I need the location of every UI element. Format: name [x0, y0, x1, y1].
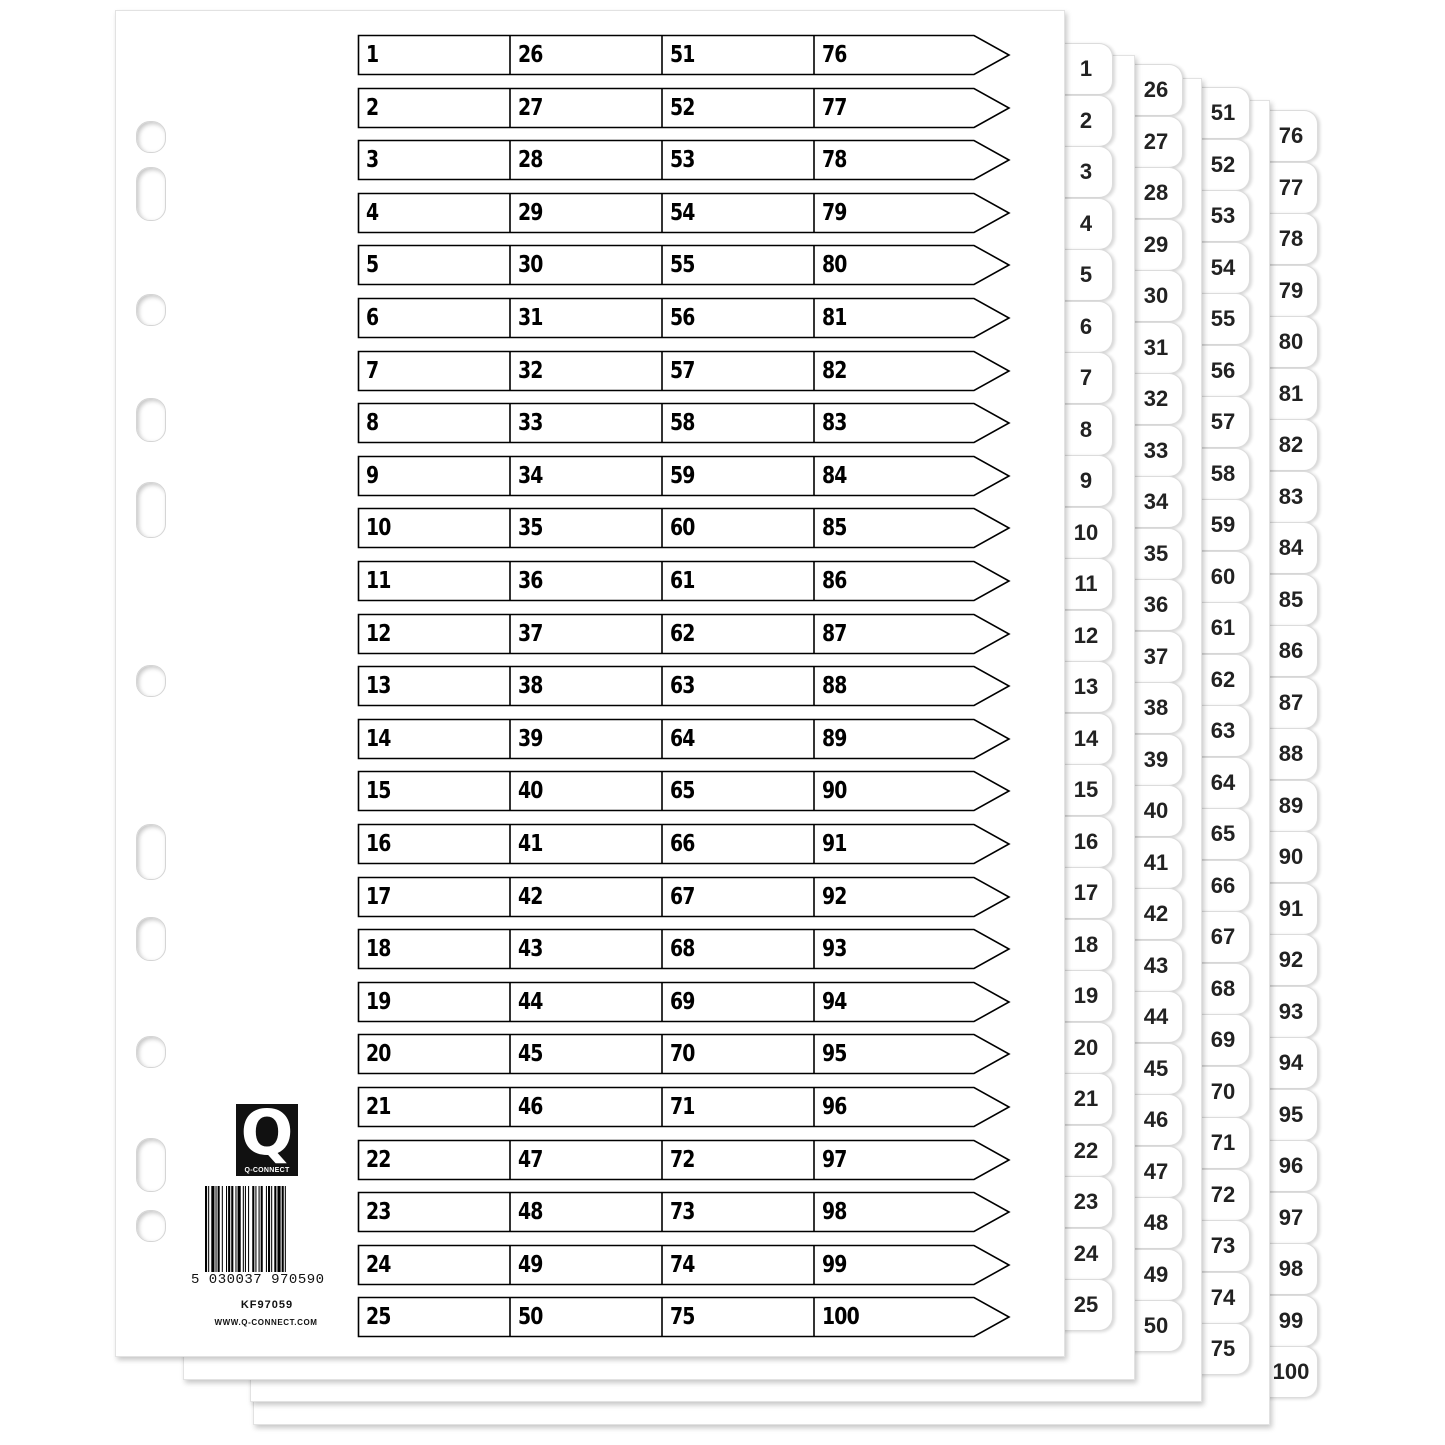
divider-tab[interactable]: 23	[1060, 1176, 1113, 1228]
index-cell[interactable]: 16	[366, 831, 391, 857]
index-cell[interactable]: 84	[822, 463, 847, 489]
divider-tab[interactable]: 1	[1060, 43, 1113, 95]
index-cell[interactable]: 27	[518, 95, 543, 121]
index-cell[interactable]: 79	[822, 200, 847, 226]
index-row	[358, 1140, 1010, 1180]
divider-tab[interactable]: 92	[1265, 934, 1318, 986]
divider-tab[interactable]: 29	[1130, 219, 1183, 271]
index-row	[358, 771, 1010, 811]
barcode-number: 5 030037 970590	[191, 1272, 325, 1288]
divider-tab[interactable]: 67	[1197, 911, 1250, 963]
index-cell[interactable]: 48	[518, 1199, 543, 1225]
index-cell[interactable]: 62	[670, 621, 695, 647]
divider-tab[interactable]: 21	[1060, 1073, 1113, 1125]
divider-tab[interactable]: 46	[1130, 1094, 1183, 1146]
divider-tab[interactable]: 17	[1060, 867, 1113, 919]
index-cell[interactable]: 75	[670, 1304, 695, 1330]
product-code: KF97059	[240, 1299, 294, 1311]
index-cell[interactable]: 38	[518, 673, 543, 699]
divider-tab[interactable]: 70	[1197, 1066, 1250, 1118]
index-cell[interactable]: 91	[822, 831, 847, 857]
index-row	[358, 719, 1010, 759]
divider-tab[interactable]: 40	[1130, 785, 1183, 837]
index-cell[interactable]: 90	[822, 778, 847, 804]
divider-tab[interactable]: 59	[1197, 499, 1250, 551]
index-cell[interactable]: 24	[366, 1252, 391, 1278]
index-cell[interactable]: 74	[670, 1252, 695, 1278]
index-cell[interactable]: 82	[822, 358, 847, 384]
index-cell[interactable]: 50	[518, 1304, 543, 1330]
divider-tab[interactable]: 79	[1265, 265, 1318, 317]
index-row	[358, 877, 1010, 917]
index-cell[interactable]: 60	[670, 515, 695, 541]
index-cell[interactable]: 93	[822, 936, 847, 962]
index-cell[interactable]: 100	[822, 1304, 859, 1330]
divider-tab[interactable]: 94	[1265, 1037, 1318, 1089]
divider-tab[interactable]: 25	[1060, 1279, 1113, 1331]
index-cell[interactable]: 95	[822, 1041, 847, 1067]
index-cell[interactable]: 77	[822, 95, 847, 121]
index-cell[interactable]: 87	[822, 621, 847, 647]
divider-tab[interactable]: 42	[1130, 888, 1183, 940]
index-cell[interactable]: 36	[518, 568, 543, 594]
divider-tab[interactable]: 69	[1197, 1014, 1250, 1066]
index-cell[interactable]: 72	[670, 1147, 695, 1173]
index-row	[358, 140, 1010, 180]
divider-tab[interactable]: 14	[1060, 713, 1113, 765]
divider-tab[interactable]: 30	[1130, 270, 1183, 322]
barcode-icon	[204, 1186, 330, 1272]
divider-tab[interactable]: 24	[1060, 1228, 1113, 1280]
index-cell[interactable]: 17	[366, 884, 391, 910]
divider-tab[interactable]: 31	[1130, 322, 1183, 374]
index-cell[interactable]: 67	[670, 884, 695, 910]
divider-tab[interactable]: 2	[1060, 95, 1113, 147]
divider-tab[interactable]: 53	[1197, 190, 1250, 242]
index-cell[interactable]: 81	[822, 305, 847, 331]
index-cell[interactable]: 35	[518, 515, 543, 541]
divider-tab[interactable]: 97	[1265, 1192, 1318, 1244]
divider-tab[interactable]: 12	[1060, 610, 1113, 662]
index-cell[interactable]: 19	[366, 989, 391, 1015]
index-cell[interactable]: 14	[366, 726, 391, 752]
index-cell[interactable]: 47	[518, 1147, 543, 1173]
index-cell[interactable]: 18	[366, 936, 391, 962]
divider-tab[interactable]: 49	[1130, 1249, 1183, 1301]
index-cell[interactable]: 70	[670, 1041, 695, 1067]
index-cell[interactable]: 78	[822, 147, 847, 173]
index-cell[interactable]: 28	[518, 147, 543, 173]
divider-tab[interactable]: 5	[1060, 249, 1113, 301]
divider-tab[interactable]: 35	[1130, 528, 1183, 580]
divider-tab[interactable]: 41	[1130, 837, 1183, 889]
index-cell[interactable]: 9	[366, 463, 379, 489]
index-cell[interactable]: 2	[366, 95, 379, 121]
divider-tab[interactable]: 71	[1197, 1117, 1250, 1169]
index-cell[interactable]: 51	[670, 42, 695, 68]
index-cell[interactable]: 12	[366, 621, 391, 647]
index-cell[interactable]: 15	[366, 778, 391, 804]
divider-tab[interactable]: 33	[1130, 425, 1183, 477]
divider-tab[interactable]: 90	[1265, 831, 1318, 883]
index-cell[interactable]: 8	[366, 410, 379, 436]
index-cell[interactable]: 1	[366, 42, 379, 68]
index-cell[interactable]: 49	[518, 1252, 543, 1278]
index-cell[interactable]: 88	[822, 673, 847, 699]
divider-tab[interactable]: 74	[1197, 1272, 1250, 1324]
divider-tab[interactable]: 83	[1265, 471, 1318, 523]
index-cell[interactable]: 45	[518, 1041, 543, 1067]
divider-tab[interactable]: 8	[1060, 404, 1113, 456]
index-cell[interactable]: 55	[670, 252, 695, 278]
divider-tab[interactable]: 20	[1060, 1022, 1113, 1074]
index-cell[interactable]: 23	[366, 1199, 391, 1225]
divider-tab[interactable]: 52	[1197, 139, 1250, 191]
divider-tab[interactable]: 96	[1265, 1140, 1318, 1192]
divider-tab[interactable]: 27	[1130, 116, 1183, 168]
divider-tab[interactable]: 72	[1197, 1169, 1250, 1221]
divider-tab[interactable]: 75	[1197, 1323, 1250, 1375]
divider-tab[interactable]: 28	[1130, 167, 1183, 219]
index-cell[interactable]: 10	[366, 515, 391, 541]
divider-tab[interactable]: 19	[1060, 970, 1113, 1022]
divider-tab[interactable]: 13	[1060, 661, 1113, 713]
index-row	[358, 666, 1010, 706]
divider-tab[interactable]: 39	[1130, 734, 1183, 786]
index-row	[358, 245, 1010, 285]
index-cell[interactable]: 97	[822, 1147, 847, 1173]
index-cell[interactable]: 40	[518, 778, 543, 804]
index-cell[interactable]: 21	[366, 1094, 391, 1120]
divider-tab[interactable]: 44	[1130, 991, 1183, 1043]
index-row	[358, 351, 1010, 391]
index-cell[interactable]: 98	[822, 1199, 847, 1225]
index-cell[interactable]: 13	[366, 673, 391, 699]
q-connect-logo-icon	[236, 1096, 298, 1176]
index-cell[interactable]: 4	[366, 200, 379, 226]
index-cell[interactable]: 99	[822, 1252, 847, 1278]
index-cell[interactable]: 44	[518, 989, 543, 1015]
divider-tab[interactable]: 61	[1197, 602, 1250, 654]
divider-tab[interactable]: 47	[1130, 1146, 1183, 1198]
divider-tab[interactable]: 60	[1197, 551, 1250, 603]
divider-tab[interactable]: 22	[1060, 1125, 1113, 1177]
index-cell[interactable]: 56	[670, 305, 695, 331]
divider-tab[interactable]: 63	[1197, 705, 1250, 757]
index-cell[interactable]: 85	[822, 515, 847, 541]
divider-tab[interactable]: 57	[1197, 396, 1250, 448]
divider-tab[interactable]: 65	[1197, 808, 1250, 860]
index-cell[interactable]: 6	[366, 305, 379, 331]
divider-tab[interactable]: 55	[1197, 293, 1250, 345]
divider-tab[interactable]: 87	[1265, 677, 1318, 729]
index-cell[interactable]: 86	[822, 568, 847, 594]
index-row	[358, 1297, 1010, 1337]
divider-tab[interactable]: 38	[1130, 682, 1183, 734]
index-row	[358, 193, 1010, 233]
divider-tab[interactable]: 9	[1060, 455, 1113, 507]
divider-tab[interactable]: 91	[1265, 883, 1318, 935]
divider-tab[interactable]: 43	[1130, 940, 1183, 992]
index-cell[interactable]: 22	[366, 1147, 391, 1173]
divider-tab[interactable]: 76	[1265, 110, 1318, 162]
index-row	[358, 614, 1010, 654]
divider-tab[interactable]: 68	[1197, 963, 1250, 1015]
divider-tab[interactable]: 78	[1265, 213, 1318, 265]
index-cell[interactable]: 66	[670, 831, 695, 857]
index-row	[358, 1245, 1010, 1285]
divider-tab[interactable]: 93	[1265, 986, 1318, 1038]
index-cell[interactable]: 63	[670, 673, 695, 699]
index-cell[interactable]: 26	[518, 42, 543, 68]
index-cell[interactable]: 61	[670, 568, 695, 594]
logo-text: Q-CONNECT	[244, 1167, 290, 1174]
index-cell[interactable]: 68	[670, 936, 695, 962]
index-cell[interactable]: 7	[366, 358, 379, 384]
divider-tab[interactable]: 54	[1197, 242, 1250, 294]
index-row	[358, 88, 1010, 128]
index-cell[interactable]: 33	[518, 410, 543, 436]
divider-tab[interactable]: 84	[1265, 522, 1318, 574]
index-cell[interactable]: 94	[822, 989, 847, 1015]
divider-tab[interactable]: 15	[1060, 764, 1113, 816]
index-cell[interactable]: 11	[366, 568, 391, 594]
divider-tab[interactable]: 62	[1197, 654, 1250, 706]
index-cell[interactable]: 31	[518, 305, 543, 331]
divider-tab[interactable]: 86	[1265, 625, 1318, 677]
index-cell[interactable]: 39	[518, 726, 543, 752]
index-row	[358, 35, 1010, 75]
divider-tab[interactable]: 6	[1060, 301, 1113, 353]
index-cell[interactable]: 41	[518, 831, 543, 857]
divider-tab[interactable]: 88	[1265, 728, 1318, 780]
divider-tab[interactable]: 18	[1060, 919, 1113, 971]
index-cell[interactable]: 96	[822, 1094, 847, 1120]
index-row	[358, 403, 1010, 443]
index-cell[interactable]: 34	[518, 463, 543, 489]
divider-tab[interactable]: 11	[1060, 558, 1113, 610]
index-cell[interactable]: 73	[670, 1199, 695, 1225]
divider-tab[interactable]: 95	[1265, 1089, 1318, 1141]
index-cell[interactable]: 52	[670, 95, 695, 121]
index-row	[358, 456, 1010, 496]
divider-tab[interactable]: 3	[1060, 146, 1113, 198]
divider-tab[interactable]: 50	[1130, 1300, 1183, 1352]
logo-mark: Q	[240, 1096, 294, 1169]
divider-tab[interactable]: 45	[1130, 1043, 1183, 1095]
index-cell[interactable]: 25	[366, 1304, 391, 1330]
divider-tab[interactable]: 7	[1060, 352, 1113, 404]
divider-tab[interactable]: 51	[1197, 87, 1250, 139]
divider-tab[interactable]: 26	[1130, 64, 1183, 116]
index-row	[358, 1192, 1010, 1232]
divider-tab[interactable]: 32	[1130, 373, 1183, 425]
index-row	[358, 561, 1010, 601]
divider-tab[interactable]: 98	[1265, 1243, 1318, 1295]
divider-tab[interactable]: 80	[1265, 316, 1318, 368]
index-cell[interactable]: 43	[518, 936, 543, 962]
index-cell[interactable]: 89	[822, 726, 847, 752]
divider-tab[interactable]: 34	[1130, 476, 1183, 528]
index-cell[interactable]: 30	[518, 252, 543, 278]
index-cell[interactable]: 3	[366, 147, 379, 173]
index-cell[interactable]: 65	[670, 778, 695, 804]
divider-tab[interactable]: 100	[1265, 1346, 1318, 1398]
index-cell[interactable]: 92	[822, 884, 847, 910]
divider-tab[interactable]: 56	[1197, 345, 1250, 397]
index-row	[358, 982, 1010, 1022]
index-cell[interactable]: 64	[670, 726, 695, 752]
index-row	[358, 1034, 1010, 1074]
index-cell[interactable]: 42	[518, 884, 543, 910]
index-row	[358, 824, 1010, 864]
index-cell[interactable]: 80	[822, 252, 847, 278]
divider-tab[interactable]: 82	[1265, 419, 1318, 471]
index-row	[358, 508, 1010, 548]
divider-tab[interactable]: 85	[1265, 574, 1318, 626]
index-cell[interactable]: 59	[670, 463, 695, 489]
index-cell[interactable]: 37	[518, 621, 543, 647]
divider-tab[interactable]: 10	[1060, 507, 1113, 559]
divider-tab[interactable]: 37	[1130, 631, 1183, 683]
index-cell[interactable]: 46	[518, 1094, 543, 1120]
divider-tab[interactable]: 81	[1265, 368, 1318, 420]
divider-tab[interactable]: 77	[1265, 162, 1318, 214]
index-cell[interactable]: 57	[670, 358, 695, 384]
divider-tab[interactable]: 89	[1265, 780, 1318, 832]
index-cell[interactable]: 20	[366, 1041, 391, 1067]
index-row	[358, 929, 1010, 969]
divider-tab[interactable]: 99	[1265, 1295, 1318, 1347]
divider-tab[interactable]: 66	[1197, 860, 1250, 912]
index-row	[358, 298, 1010, 338]
index-cell[interactable]: 71	[670, 1094, 695, 1120]
website: WWW.Q-CONNECT.COM	[214, 1318, 318, 1327]
index-cell[interactable]: 5	[366, 252, 379, 278]
index-cell[interactable]: 29	[518, 200, 543, 226]
index-cell[interactable]: 83	[822, 410, 847, 436]
index-row	[358, 1087, 1010, 1127]
index-cell[interactable]: 69	[670, 989, 695, 1015]
index-cell[interactable]: 54	[670, 200, 695, 226]
divider-tab[interactable]: 73	[1197, 1220, 1250, 1272]
index-cell[interactable]: 76	[822, 42, 847, 68]
divider-tab[interactable]: 4	[1060, 198, 1113, 250]
index-cell[interactable]: 32	[518, 358, 543, 384]
divider-tab[interactable]: 36	[1130, 579, 1183, 631]
divider-tab[interactable]: 48	[1130, 1197, 1183, 1249]
index-cell[interactable]: 53	[670, 147, 695, 173]
index-cell[interactable]: 58	[670, 410, 695, 436]
divider-tab[interactable]: 16	[1060, 816, 1113, 868]
divider-tab[interactable]: 58	[1197, 448, 1250, 500]
divider-tab[interactable]: 64	[1197, 757, 1250, 809]
